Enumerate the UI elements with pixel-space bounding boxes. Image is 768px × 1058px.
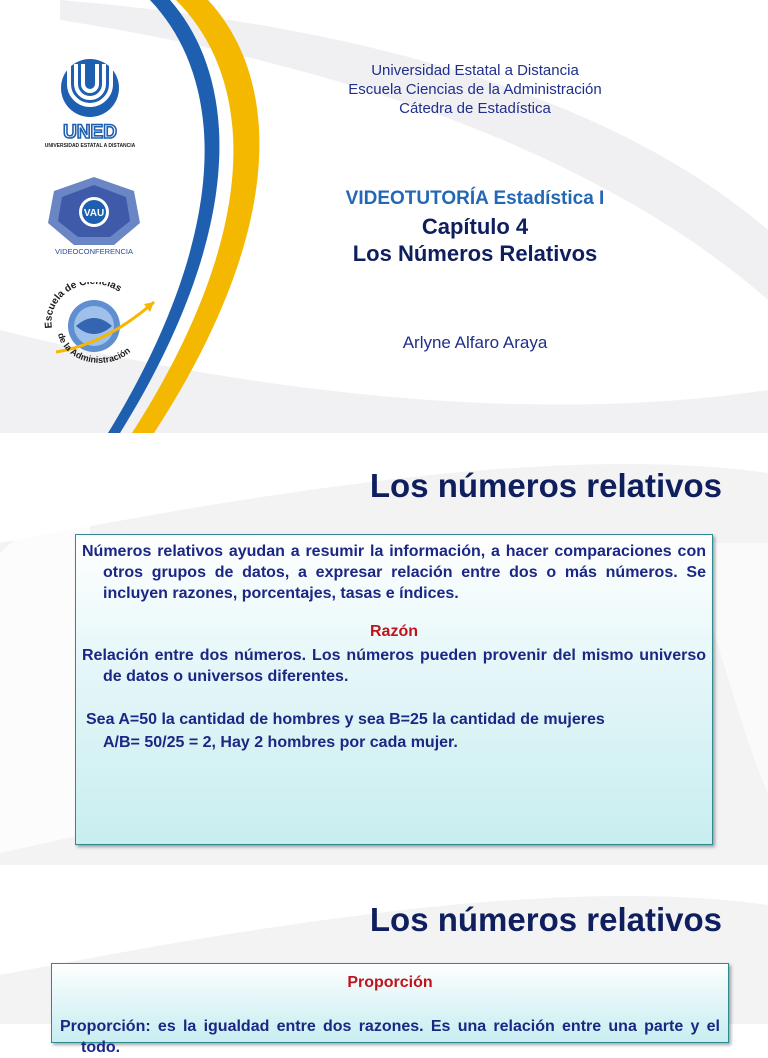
course-title: VIDEOTUTORÍA Estadística I [345, 188, 605, 209]
proporcion-definition: Proporción: es la igualdad entre dos razones. Es una relación entre una parte y el todo. [60, 1018, 720, 1056]
chapter-title: Los Números Relativos [352, 241, 598, 266]
content-box [75, 534, 713, 845]
school-name: Escuela Ciencias de la Administración [348, 81, 602, 98]
uned-logo [44, 58, 136, 150]
university-name: Universidad Estatal a Distancia [371, 62, 579, 79]
chapter-number: Capítulo 4 [421, 214, 529, 239]
slide-title: Los números relativos [369, 467, 722, 504]
chair-name: Cátedra de Estadística [399, 100, 551, 117]
intro-paragraph: Números relativos ayudan a resumir la información, a hacer comparaciones con otros grupos de datos, a expresar relación entre dos o más números. Se incluyen razones, porcentajes, tasas e índices. [82, 543, 706, 602]
vau-logo-text: VAU [83, 208, 105, 219]
slide-title: Los números relativos [369, 901, 722, 938]
author-name: Arlyne Alfaro Araya [402, 333, 548, 352]
content-box [51, 963, 729, 1056]
vau-logo-subtext: VIDEOCONFERENCIA [55, 247, 133, 256]
razon-definition: Relación entre dos números. Los números pueden provenir del mismo universo de datos o universos diferentes. [82, 647, 706, 685]
example-line-1: Sea A=50 la cantidad de hombres y sea B=25 la cantidad de mujeres [86, 711, 605, 728]
content-slide-razon [0, 433, 768, 865]
eca-logo-text-bottom: de la Administración [55, 331, 133, 365]
proporcion-heading: Proporción [347, 974, 433, 991]
eca-logo-text-top: Escuela de C cias [43, 282, 124, 329]
vau-logo [44, 175, 144, 257]
uned-logo-text: UNED [63, 122, 117, 143]
razon-heading: Razón [370, 623, 418, 640]
content-slide-proporcion [0, 865, 768, 1056]
example-line-2: A/B= 50/25 = 2, Hay 2 hombres por cada mujer. [103, 734, 458, 751]
uned-logo-subtext: UNIVERSIDAD ESTATAL A DISTANCIA [44, 143, 136, 149]
title-slide [0, 0, 768, 433]
eca-logo [36, 282, 158, 366]
